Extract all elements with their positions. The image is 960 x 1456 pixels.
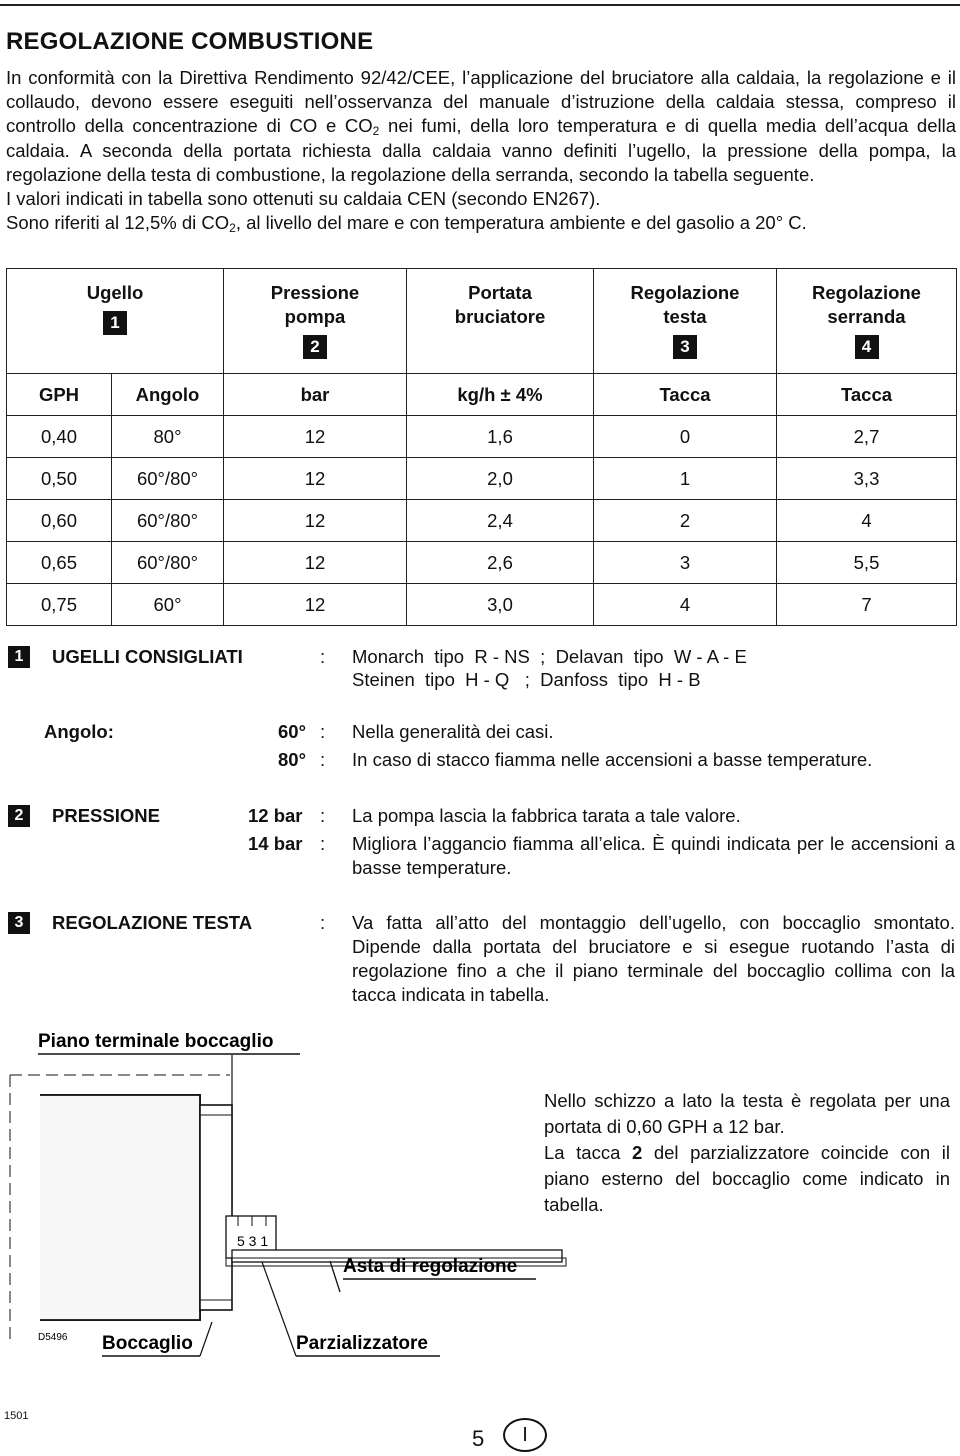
note-3-text: Va fatta all’atto del montaggio dell’ugello, con boccaglio smontato. Dipende dalla portata del bruciatore e si esegue ruotando l’asta di regolazione fino a che il piano terminale del boccaglio collima con la tacca indicata in tabella.: [352, 912, 955, 1005]
table-header-row: [7, 269, 957, 374]
table-cell: 0,65: [7, 542, 112, 584]
colon: :: [320, 833, 326, 854]
table-cell: 2,4: [407, 500, 594, 542]
unit-cell: GPH: [7, 374, 112, 416]
table-cell: 1: [594, 458, 777, 500]
table-cell: 12: [224, 416, 407, 458]
note-3-badge: 3: [8, 912, 30, 934]
angolo-60: 60°: [278, 721, 306, 742]
intro-paragraph-2: I valori indicati in tabella sono ottenuti su caldaia CEN (secondo EN267).: [6, 188, 601, 210]
colon: :: [320, 805, 326, 826]
table-row: [7, 584, 957, 626]
table-cell: 2,7: [777, 416, 957, 458]
table-cell: 3,0: [407, 584, 594, 626]
boccaglio-rim: [200, 1105, 232, 1310]
table-cell: 4: [777, 500, 957, 542]
colon: :: [320, 912, 326, 933]
unit-cell: Angolo: [112, 374, 224, 416]
table-cell: 0,50: [7, 458, 112, 500]
table-cell: 2,6: [407, 542, 594, 584]
pressure-12-text: La pompa lascia la fabbrica tarata a tale valore.: [352, 805, 741, 826]
table-cell: 3: [594, 542, 777, 584]
ref-number-badge: 4: [855, 335, 879, 359]
table-cell: 60°/80°: [112, 500, 224, 542]
table-row: [7, 458, 957, 500]
page-title: REGOLAZIONE COMBUSTIONE: [6, 28, 374, 55]
intro-paragraph-3: Sono riferiti al 12,5% di $CO_2$, al livello del mare e con temperatura ambiente e del gasolio a 20° C.: [6, 212, 807, 236]
table-cell: 60°/80°: [112, 458, 224, 500]
label-asta: Asta di regolazione: [343, 1256, 518, 1277]
table-cell: 7: [777, 584, 957, 626]
table-cell: 0,75: [7, 584, 112, 626]
note-2-badge: 2: [8, 805, 30, 827]
note-1-line-2: Steinen tipo H - Q ; Danfoss tipo H - B: [352, 669, 701, 690]
table-cell: 60°: [112, 584, 224, 626]
header-ugello: Ugello 1: [7, 269, 224, 374]
header-portata: Portata bruciatore: [407, 269, 594, 374]
ref-number-badge: 3: [673, 335, 697, 359]
note-1-badge: 1: [8, 646, 30, 668]
table-row: [7, 542, 957, 584]
footer-code: 1501: [4, 1410, 29, 1422]
table-cell: 0,60: [7, 500, 112, 542]
table-cell: 60°/80°: [112, 542, 224, 584]
table-cell: 12: [224, 500, 407, 542]
ref-number-badge: 1: [103, 311, 127, 335]
angolo-80-text: In caso di stacco fiamma nelle accensioni a basse temperature.: [352, 749, 873, 770]
language-badge: I: [503, 1418, 547, 1452]
diagram-caption: [544, 1088, 950, 1218]
unit-cell: bar: [224, 374, 407, 416]
note-1-line-1: Monarch tipo R - NS ; Delavan tipo W - A - E: [352, 646, 747, 667]
ref-number-badge: 2: [303, 335, 327, 359]
caption-line-1: Nello schizzo a lato la testa è regolata per una portata di 0,60 GPH a 12 bar.: [544, 1090, 950, 1137]
pressure-14-text: Migliora l’aggancio fiamma all’elica. È quindi indicata per le accensioni a basse temperature.: [352, 833, 955, 878]
unit-cell: Tacca: [777, 374, 957, 416]
label-boccaglio: Boccaglio: [102, 1333, 193, 1354]
caption-line-2: La tacca 2 del parzializzatore coincide con il piano esterno del boccaglio come indicato in tabella.: [544, 1142, 951, 1215]
page-number: 5: [472, 1426, 485, 1451]
note-1-colon: :: [320, 646, 326, 667]
table-cell: 12: [224, 458, 407, 500]
angolo-60-text: Nella generalità dei casi.: [352, 721, 554, 742]
table-units-row: [7, 374, 957, 416]
scale-marks: 5 3 1: [237, 1233, 269, 1249]
diagram-code: D5496: [38, 1332, 68, 1343]
label-parzializzatore: Parzializzatore: [296, 1333, 428, 1354]
colon: :: [320, 749, 326, 770]
pressure-12: 12 bar: [248, 805, 303, 826]
table-cell: 12: [224, 542, 407, 584]
note-2-label: PRESSIONE: [52, 805, 160, 826]
note-3-label: REGOLAZIONE TESTA: [52, 912, 253, 933]
colon: :: [320, 721, 326, 742]
angolo-80: 80°: [278, 749, 306, 770]
table-cell: 2: [594, 500, 777, 542]
unit-cell: Tacca: [594, 374, 777, 416]
table-row: [7, 416, 957, 458]
intro-text: [6, 66, 956, 235]
angolo-label: Angolo:: [44, 721, 114, 742]
table-cell: 0,40: [7, 416, 112, 458]
table-cell: 3,3: [777, 458, 957, 500]
top-rule: [0, 4, 960, 6]
label-piano-terminale: Piano terminale boccaglio: [38, 1031, 274, 1052]
unit-cell: kg/h ± 4%: [407, 374, 594, 416]
table-cell: 80°: [112, 416, 224, 458]
table-cell: 2,0: [407, 458, 594, 500]
header-reg-testa: Regolazione testa 3: [594, 269, 777, 374]
table-cell: 4: [594, 584, 777, 626]
note-1-label: UGELLI CONSIGLIATI: [52, 646, 243, 667]
table-cell: 0: [594, 416, 777, 458]
pressure-14: 14 bar: [248, 833, 303, 854]
table-cell: 5,5: [777, 542, 957, 584]
header-pressione: Pressione pompa 2: [224, 269, 407, 374]
table-cell: 1,6: [407, 416, 594, 458]
table-row: [7, 500, 957, 542]
header-reg-serranda: Regolazione serranda 4: [777, 269, 957, 374]
table-cell: 12: [224, 584, 407, 626]
regulation-table: [6, 268, 957, 626]
intro-paragraph-1: In conformità con la Direttiva Rendimento 92/42/CEE, l’applicazione del bruciatore alla caldaia, la regolazione e il collaudo, devono essere eseguiti nell’osservanza del manuale d’istruzione della caldaia stessa, compreso il controllo della concentrazione di CO e $CO_2$ nei fumi, della loro temperatura e di quella media dell’acqua della caldaia. A seconda della portata richiesta dalla caldaia vanno definiti l’ugello, la pressione della pompa, la regolazione della testa di combustione, la regolazione della serranda, secondo la tabella seguente.: [6, 67, 956, 185]
